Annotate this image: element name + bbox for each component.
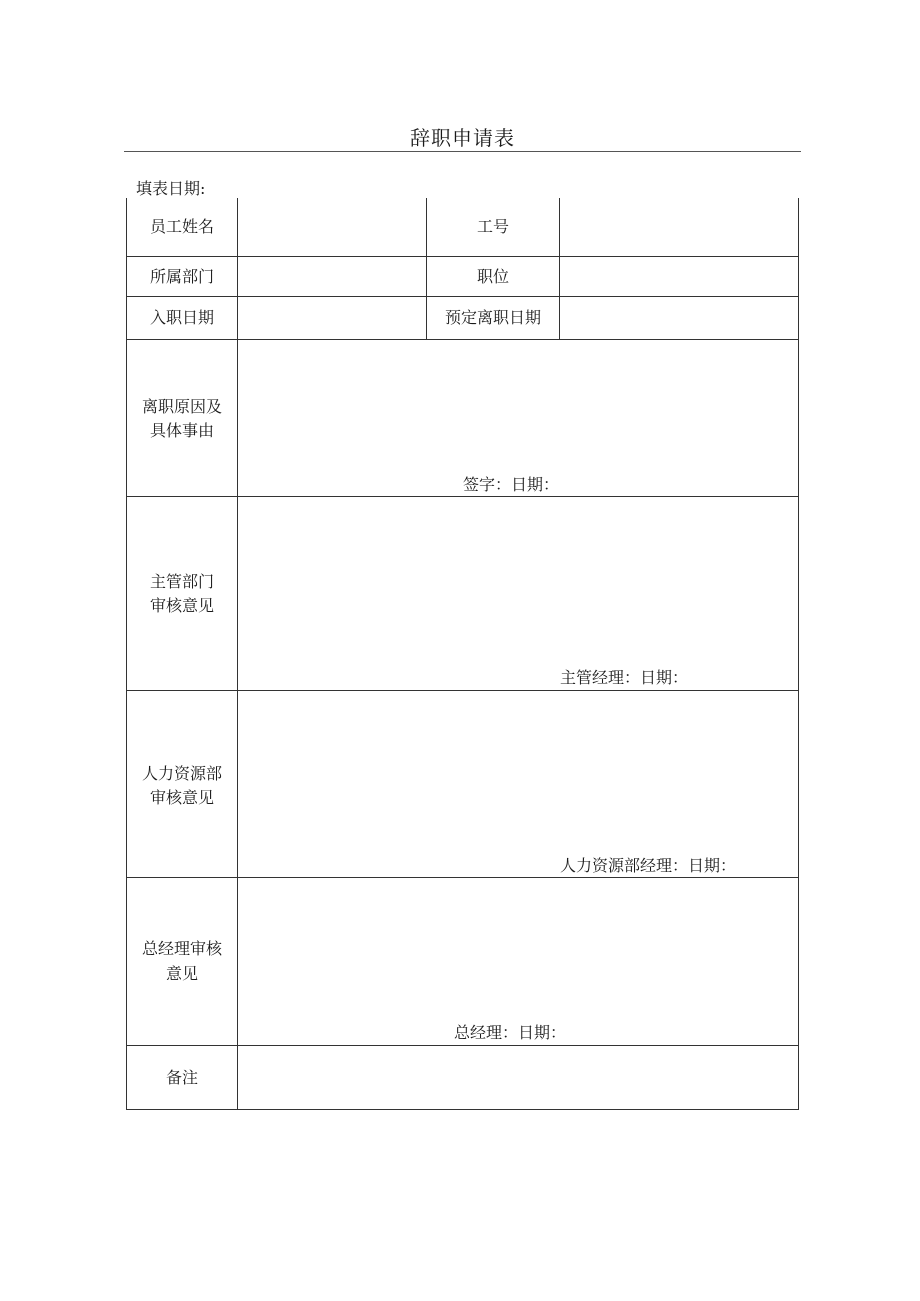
- supervisor-signature: 主管经理：日期：: [560, 668, 689, 687]
- gm-label-line2: 意见: [165, 964, 198, 983]
- reason-label-line2: 具体事由: [149, 421, 214, 440]
- department-field[interactable]: [238, 257, 426, 296]
- supervisor-label-line1: 主管部门: [149, 572, 214, 591]
- gm-opinion-field[interactable]: [238, 878, 798, 1018]
- remarks-label: 备注: [165, 1068, 198, 1087]
- page-title: 辞职申请表: [410, 126, 515, 150]
- supervisor-opinion-field[interactable]: [238, 497, 798, 662]
- gm-signature: 总经理：日期：: [454, 1023, 567, 1042]
- employee-id-field[interactable]: [560, 198, 798, 256]
- hr-opinion-field[interactable]: [238, 691, 798, 851]
- fill-date-label: 填表日期:: [136, 179, 206, 198]
- planned-leave-date-field[interactable]: [560, 297, 798, 339]
- supervisor-label-line2: 审核意见: [149, 596, 214, 615]
- department-label: 所属部门: [149, 267, 214, 286]
- resignation-form-table: [126, 198, 799, 1110]
- reason-label-line1: 离职原因及: [141, 397, 222, 416]
- hire-date-label: 入职日期: [149, 308, 214, 327]
- reason-signature: 签字：日期：: [463, 475, 560, 494]
- reason-field[interactable]: [238, 340, 798, 470]
- position-label: 职位: [476, 267, 509, 286]
- hr-label-line1: 人力资源部: [141, 764, 222, 783]
- title-divider: [124, 151, 801, 152]
- hire-date-field[interactable]: [238, 297, 426, 339]
- position-field[interactable]: [560, 257, 798, 296]
- hr-signature: 人力资源部经理：日期：: [560, 856, 737, 875]
- employee-id-label: 工号: [476, 217, 509, 236]
- planned-leave-date-label: 预定离职日期: [444, 308, 541, 327]
- remarks-field[interactable]: [238, 1046, 798, 1109]
- hr-label-line2: 审核意见: [149, 788, 214, 807]
- table-border-bottom: [126, 1109, 799, 1110]
- employee-name-label: 员工姓名: [149, 217, 214, 236]
- employee-name-field[interactable]: [238, 198, 426, 256]
- gm-label-line1: 总经理审核: [141, 939, 222, 958]
- table-border-right: [798, 198, 799, 1110]
